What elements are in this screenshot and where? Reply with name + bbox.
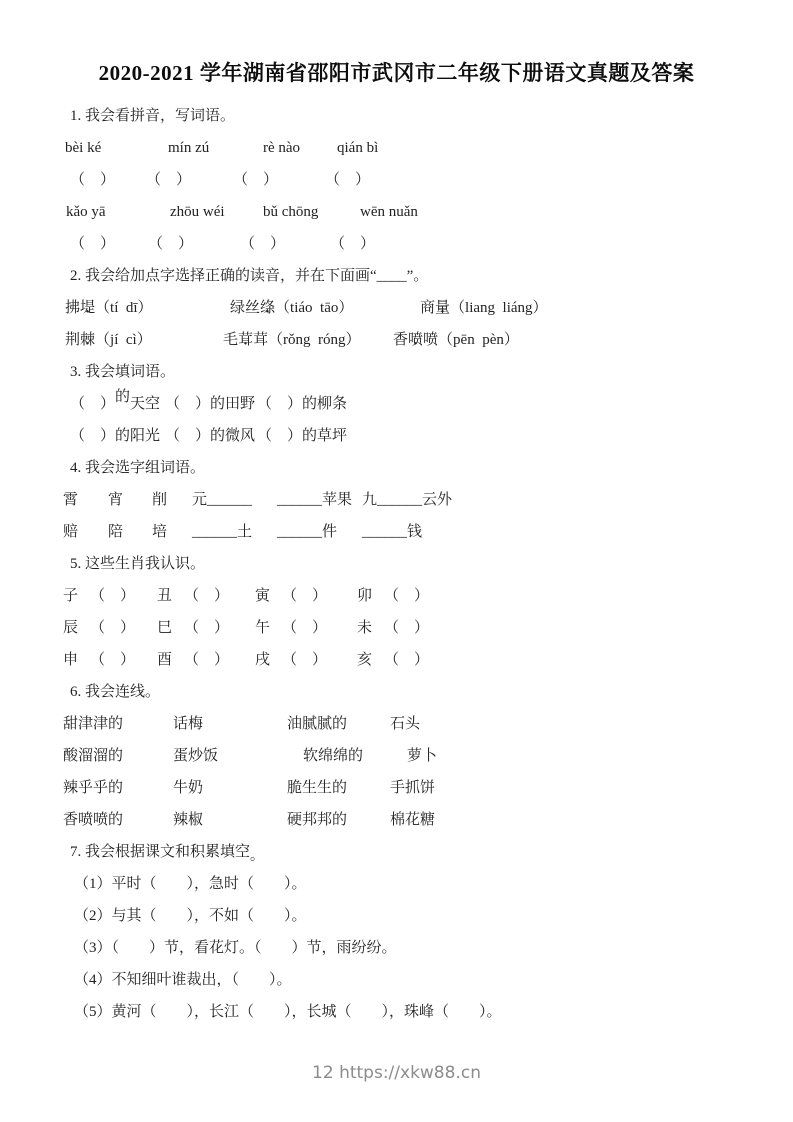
answer-blank: （ ） [330,236,376,252]
q4-title: 4. 我会选字组词语。 [70,460,206,476]
q7-item-3: （3）（ ）节，看花灯。（ ）节，雨纷纷。 [74,940,397,956]
answer-blank: （ ） [184,588,230,604]
answer-blank: （ ） [233,172,279,188]
choice-char: 培 [152,524,168,540]
choice-char: 宵 [108,492,124,508]
zodiac-branch: 子 [63,588,79,604]
q6-row3 [0,772,793,804]
answer-blank: （ ） [70,396,116,412]
answer-blank: （ ） [282,588,328,604]
match-noun: 棉花糖 [390,812,436,828]
zodiac-branch: 申 [63,652,79,668]
match-adjective: 脆生生的 [287,780,348,796]
word-pinyin: 茸（rǒng róng） [253,332,361,348]
pinyin-word: rè nào [263,140,301,156]
phrase-noun: 天空 [130,396,161,412]
word-prefix: 商 [420,300,436,316]
dotted-word [223,324,361,356]
q1-pinyin-row2 [0,196,793,228]
q5-row1 [0,580,793,612]
word-prefix: 拂 [65,300,81,316]
match-noun: 石头 [390,716,421,732]
q1-pinyin-row1 [0,132,793,164]
dotted-char: 茸 · [238,324,253,356]
zodiac-branch: 辰 [63,620,79,636]
match-noun: 蛋炒饭 [173,748,219,764]
match-adjective: 油腻腻的 [287,716,348,732]
zodiac-branch: 酉 [157,652,173,668]
fill-phrase [70,388,160,420]
q7-item-5: （5）黄河（ ），长江（ ），长城（ ），珠峰（ ）。 [74,1004,502,1020]
answer-blank: （ ） [384,620,430,636]
q6-row1 [0,708,793,740]
page-title: 2020-2021 学年湖南省邵阳市武冈市二年级下册语文真题及答案 [98,61,695,85]
dotted-word [65,324,152,356]
zodiac-branch: 未 [357,620,373,636]
match-noun: 牛奶 [173,780,204,796]
word-pinyin: （liang liáng） [450,300,548,316]
pinyin-word: bǔ chōng [263,204,319,220]
zodiac-branch: 丑 [157,588,173,604]
answer-blank: （ ） [90,620,136,636]
word-prefix: 绿丝 [230,300,261,316]
q1-answer-row1 [0,164,793,196]
q3-row2 [0,420,793,452]
match-noun: 辣椒 [173,812,204,828]
zodiac-branch: 午 [255,620,271,636]
q1-answer-row2 [0,228,793,260]
match-adjective: 辣乎乎的 [63,780,124,796]
pinyin-word: wēn nuǎn [360,204,418,220]
word-pinyin: （tí dī） [95,300,153,316]
answer-blank: （ ） [148,236,194,252]
match-adjective: 香喷喷的 [63,812,124,828]
fill-phrase: （ ）的微风 [165,428,256,444]
q7-title-period: 。 [250,849,265,864]
raised-de-char: 的 [115,389,131,405]
zodiac-branch: 戌 [255,652,271,668]
pinyin-word: qián bì [337,140,379,156]
q7-item-4: （4）不知细叶谁裁出，（ ）。 [74,972,292,988]
q7-item-2: （2）与其（ ），不如（ ）。 [74,908,307,924]
dotted-word [420,292,548,324]
word-pinyin: 喷（pēn pèn） [423,332,519,348]
q5-row3 [0,644,793,676]
answer-blank: （ ） [70,172,116,188]
blank-word: ______钱 [362,524,423,540]
q5-title: 5. 这些生肖我认识。 [70,556,206,572]
blank-word: ______苹果 [277,492,353,508]
choice-char: 霄 [63,492,79,508]
q7-title-text: 7. 我会根据课文和积累填空 [70,844,251,860]
q7-title [0,836,793,868]
word-prefix: 毛 [223,332,239,348]
choice-char: 削 [152,492,168,508]
fill-phrase: （ ）的田野 [165,396,256,412]
answer-blank: （ ） [90,588,136,604]
answer-blank: （ ） [282,620,328,636]
q4-row2 [0,516,793,548]
blank-word: 元______ [192,492,253,508]
zodiac-branch: 巳 [157,620,173,636]
fill-phrase: （ ）的柳条 [257,396,348,412]
answer-blank: （ ） [282,652,328,668]
answer-blank: （ ） [90,652,136,668]
choice-char: 陪 [108,524,124,540]
blank-word: ______件 [277,524,338,540]
q2-title: 2. 我会给加点字选择正确的读音，并在下面画“____”。 [70,268,429,284]
fill-phrase: （ ）的草坪 [257,428,348,444]
q1-title: 1. 我会看拼音，写词语。 [70,108,236,124]
q7-item-1: （1）平时（ ），急时（ ）。 [74,876,307,892]
answer-blank: （ ） [384,652,430,668]
zodiac-branch: 卯 [357,588,373,604]
answer-blank: （ ） [384,588,430,604]
word-pinyin: （tiáo tāo） [275,300,354,316]
answer-blank: （ ） [70,236,116,252]
pinyin-word: mín zú [168,140,210,156]
q2-row2 [0,324,793,356]
pinyin-word: zhōu wéi [170,204,225,220]
word-prefix: 香 [393,332,409,348]
dotted-word [393,324,519,356]
answer-blank: （ ） [184,620,230,636]
answer-blank: （ ） [184,652,230,668]
match-adjective: 硬邦邦的 [287,812,348,828]
zodiac-branch: 亥 [357,652,373,668]
match-adjective: 酸溜溜的 [63,748,124,764]
answer-blank: （ ） [240,236,286,252]
dotted-char: 量 · [435,292,450,324]
dotted-char: 喷 · [408,324,423,356]
choice-char: 赔 [63,524,79,540]
dotted-word [230,292,353,324]
match-adjective: 甜津津的 [63,716,124,732]
blank-word: ______土 [192,524,253,540]
match-noun: 萝卜 [407,748,438,764]
match-adjective: 软绵绵的 [303,748,364,764]
q3-title: 3. 我会填词语。 [70,364,176,380]
q6-row4 [0,804,793,836]
match-noun: 话梅 [173,716,204,732]
pinyin-word: bèi ké [65,140,102,156]
page-footer: 12 https://xkw88.cn [312,1063,481,1083]
answer-blank: （ ） [325,172,371,188]
dotted-word [65,292,153,324]
q4-row1 [0,484,793,516]
fill-phrase: （ ）的阳光 [70,428,161,444]
word-prefix: 荆 [65,332,81,348]
dotted-char: 绦 · [260,292,275,324]
q2-row1 [0,292,793,324]
match-noun: 手抓饼 [390,780,436,796]
q6-row2 [0,740,793,772]
zodiac-branch: 寅 [255,588,271,604]
dotted-char: 堤 · [80,292,95,324]
pinyin-word: kǎo yā [66,204,106,220]
dotted-char: 棘 · [80,324,95,356]
q6-title: 6. 我会连线。 [70,684,161,700]
word-pinyin: （jí cì） [95,332,152,348]
q3-row1 [0,388,793,420]
exam-content [0,100,793,1028]
blank-word: 九______云外 [362,492,453,508]
q5-row2 [0,612,793,644]
answer-blank: （ ） [146,172,192,188]
